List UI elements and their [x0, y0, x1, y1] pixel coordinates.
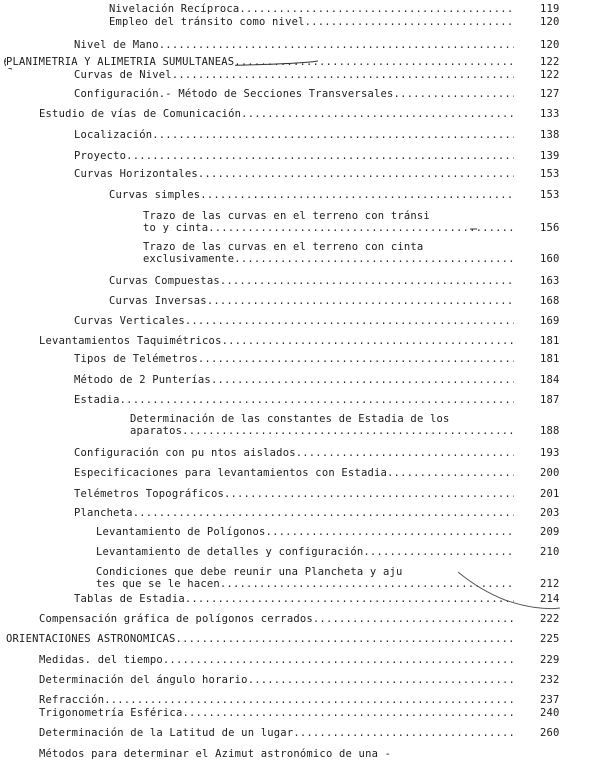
toc-page-number: 122	[540, 69, 560, 81]
toc-page-number: 237	[540, 694, 560, 706]
toc-entry-title: Proyecto	[74, 150, 127, 162]
toc-page-number: 210	[540, 546, 560, 558]
toc-page-number: 212	[540, 578, 560, 590]
toc-entry-title: Configuración con pu ntos aislados	[74, 447, 296, 459]
toc-entry-title: Compensación gráfica de polígonos cerrados	[39, 613, 313, 625]
toc-page-number: 181	[540, 335, 560, 347]
toc-page-number: 201	[540, 488, 560, 500]
toc-page-number: 232	[540, 674, 560, 686]
toc-entry-title: Curvas simples	[109, 189, 201, 201]
toc-page-number: 203	[540, 507, 560, 519]
toc-page-number: 188	[540, 425, 560, 437]
toc-entry-title: Configuración.- Método de Secciones Transversales	[74, 88, 394, 100]
toc-page-number: 163	[540, 275, 560, 287]
toc-entry-title: Curvas Inversas	[109, 295, 207, 307]
toc-entry-title: Levantamiento de detalles y configuración	[96, 546, 364, 558]
toc-page-number: 214	[540, 593, 560, 605]
toc-entry-title: Determinación de las constantes de Estadia de los	[130, 413, 450, 425]
toc-page-number: 153	[540, 168, 560, 180]
toc-entry-title: ORIENTACIONES ASTRONOMICAS	[6, 633, 176, 645]
toc-page-number: 127	[540, 88, 560, 100]
toc-page-number: 169	[540, 315, 560, 327]
toc-page-number: 184	[540, 374, 560, 386]
toc-entry-title: Curvas de Nivel	[74, 69, 172, 81]
toc-page-number: 168	[540, 295, 560, 307]
toc-entry-title: tes que se le hacen	[96, 578, 220, 590]
toc-page-number: 120	[540, 39, 560, 51]
toc-page-number: 222	[540, 613, 560, 625]
toc-entry-title: Levantamientos Taquimétricos	[39, 335, 222, 347]
toc-entry-title: Nivelación Recíproca	[109, 3, 240, 15]
toc-entry-title: Curvas Verticales	[74, 315, 185, 327]
toc-entry-title: Plancheta	[74, 507, 133, 519]
toc-entry-title: Tipos de Telémetros	[74, 353, 198, 365]
toc-entry-title: Estadia	[74, 394, 120, 406]
toc-entry-title: Refracción	[39, 694, 105, 706]
toc-entry-title: aparatos	[130, 425, 183, 437]
toc-page-number: 193	[540, 447, 560, 459]
toc-entry-title: Trigonometría Esférica	[39, 707, 183, 719]
toc-entry-title: Trazo de las curvas en el terreno con tránsi	[143, 210, 430, 222]
toc-page-number: 122	[540, 56, 560, 68]
toc-entry-title: to y cinta	[143, 222, 209, 234]
toc-entry-title: Método de 2 Punterías	[74, 374, 211, 386]
toc-page-number: 181	[540, 353, 560, 365]
toc-entry-title: Determinación de la Latitud de un lugar	[39, 727, 294, 739]
toc-entry-title: exclusivamente	[143, 253, 235, 265]
toc-page-number: 156	[540, 222, 560, 234]
toc-page-number: 133	[540, 108, 560, 120]
toc-page-number: 120	[540, 16, 560, 28]
toc-page-number: 225	[540, 633, 560, 645]
toc-entry-title: Telémetros Topográficos	[74, 488, 224, 500]
toc-page-number: 153	[540, 189, 560, 201]
toc-page-number: 138	[540, 129, 560, 141]
toc-entry-title: Métodos para determinar el Azimut astronómico de una -	[39, 748, 392, 760]
toc-page-number: 160	[540, 253, 560, 265]
toc-entry-title: Medidas. del tiempo	[39, 654, 163, 666]
toc-entry-title: Localización	[74, 129, 153, 141]
toc-entry-title: Nivel de Mano	[74, 39, 159, 51]
toc-entry-title: Levantamiento de Polígonos	[96, 526, 266, 538]
toc-page-number: 139	[540, 150, 560, 162]
toc-entry-title: Empleo del tránsito como nivel	[109, 16, 305, 28]
toc-entry-title: Estudio de vías de Comunicación	[39, 108, 242, 120]
toc-page-number: 187	[540, 394, 560, 406]
toc-entry-title: Curvas Horizontales	[74, 168, 198, 180]
toc-entry-title: PLANIMETRIA Y ALIMETRIA SUMULTANEAS	[6, 56, 235, 68]
toc-entry-title: Condiciones que debe reunir una Plancheta y aju	[96, 566, 403, 578]
toc-entry-title: Especificaciones para levantamientos con Estadia	[74, 467, 388, 479]
toc-entry-title: Tablas de Estadia	[74, 593, 185, 605]
toc-page-number: 240	[540, 707, 560, 719]
toc-entry-title: Trazo de las curvas en el terreno con cinta	[143, 241, 424, 253]
toc-page-number: 209	[540, 526, 560, 538]
toc-page-number: 229	[540, 654, 560, 666]
toc-page-number: 200	[540, 467, 560, 479]
toc-entry-title: Curvas Compuestas	[109, 275, 220, 287]
toc-entry-title: Determinación del ángulo horario	[39, 674, 248, 686]
toc-page-number: 260	[540, 727, 560, 739]
toc-page-number: 119	[540, 3, 560, 15]
